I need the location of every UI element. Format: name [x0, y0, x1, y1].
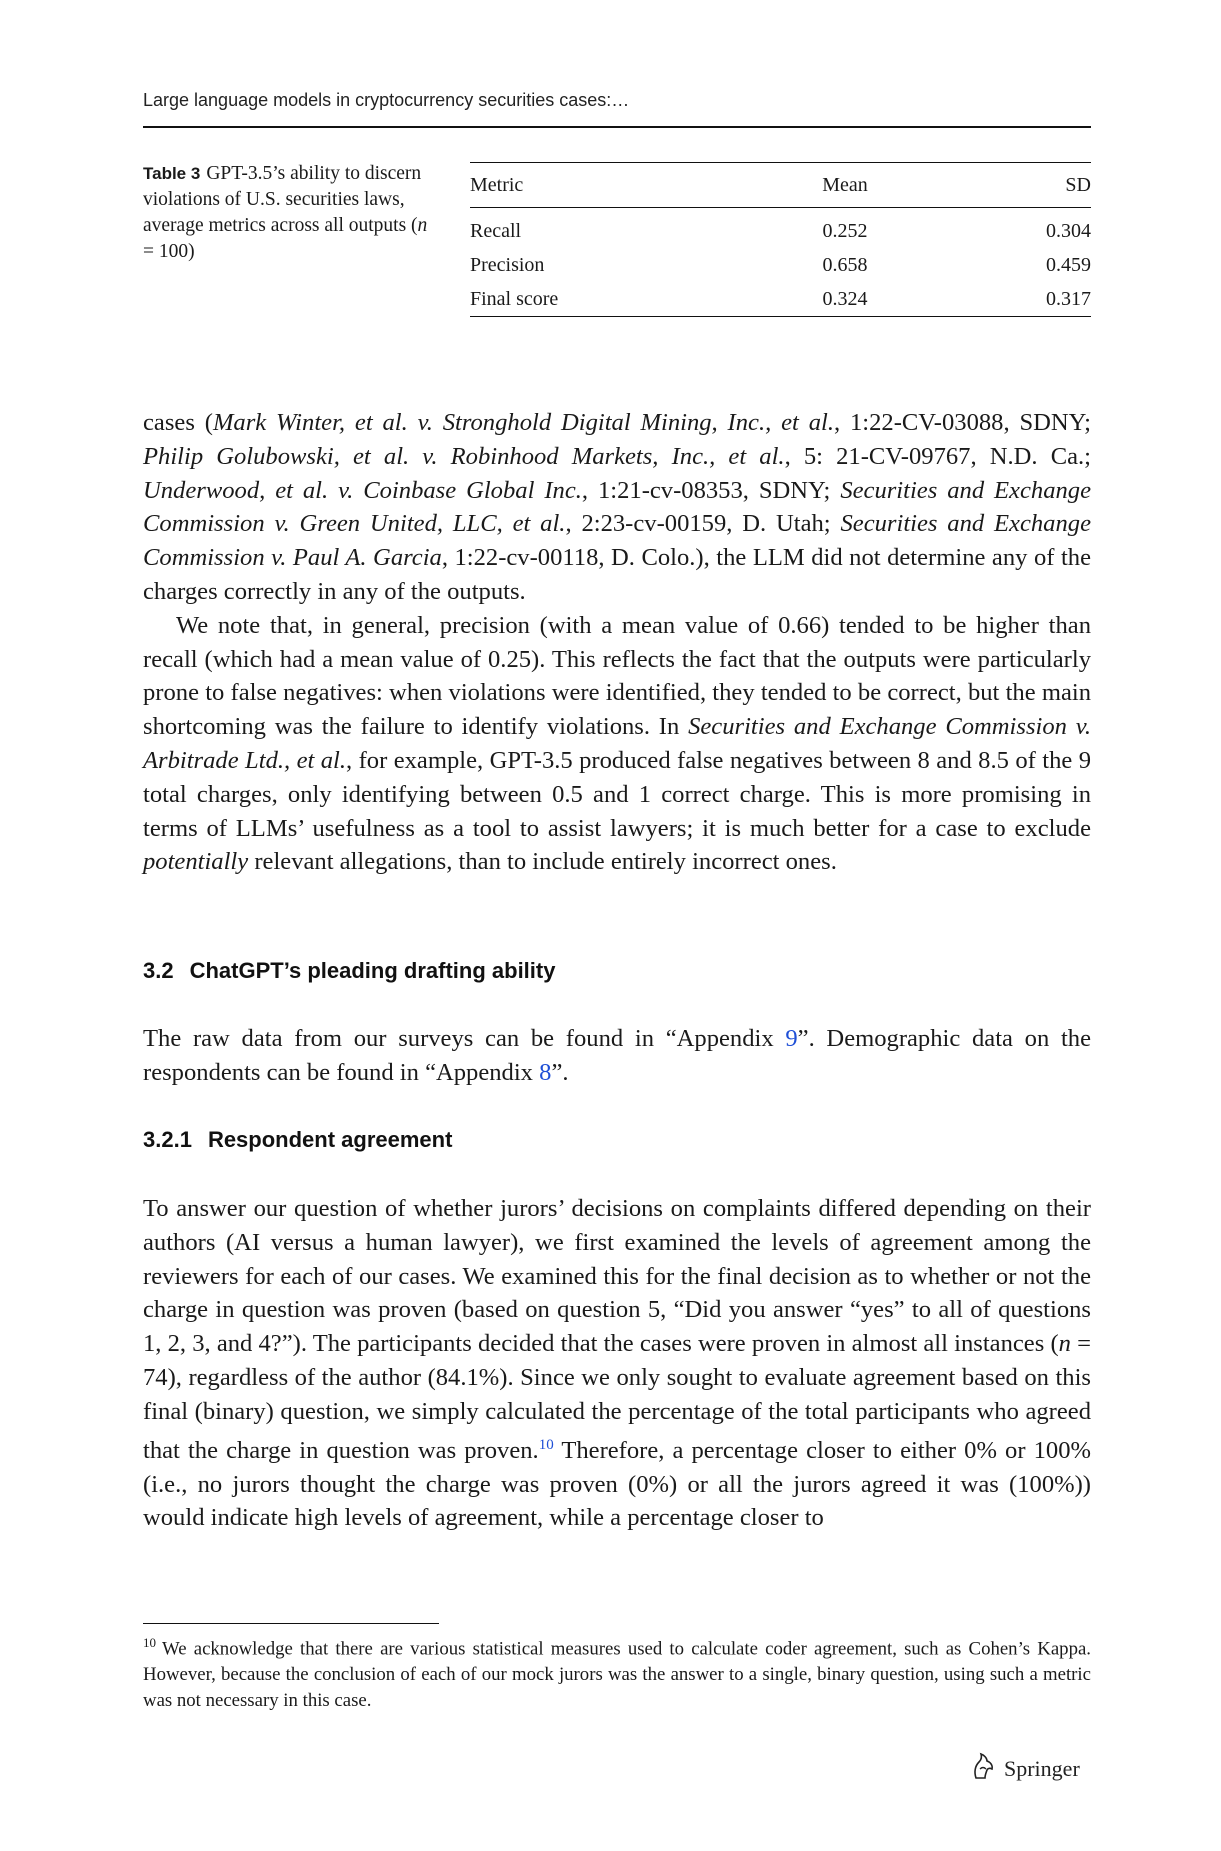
text: , for example, GPT-3.5 produced false negatives between 8 and 8.5 of the 9 total charges, only identifying between 0.5 and 1 correct charge. This is more promising in terms of LLMs’ usefulness as a tool to assist lawyers; it is much better for a case to exclude — [143, 746, 1091, 842]
col-header-mean: Mean — [822, 173, 868, 196]
footnote-rule — [143, 1623, 439, 1624]
subsection-number: 3.2.1 — [143, 1127, 192, 1152]
metrics-table — [470, 162, 1091, 317]
paragraph — [143, 1192, 1091, 1535]
text: , 2:23-cv-00159, D. Utah; — [565, 510, 841, 538]
appendix-link[interactable]: 9 — [785, 1025, 798, 1052]
cell-sd: 0.317 — [1046, 287, 1091, 310]
cell-mean: 0.658 — [822, 253, 868, 276]
table-row — [470, 282, 1091, 316]
subsection-heading — [143, 1127, 452, 1153]
publisher-mark — [970, 1752, 1080, 1786]
col-header-metric: Metric — [470, 173, 524, 196]
section-heading — [143, 958, 555, 984]
cell-mean: 0.324 — [822, 287, 868, 310]
text: cases ( — [143, 409, 213, 436]
text: Therefore, a percentage closer to either 0% or 100% (i.e., no jurors thought the charge was proven (0%) or all the jurors agreed it was (100%)) would indicate high levels of agreement, while a percentage closer to — [143, 1436, 1091, 1532]
text: We note that, in general, precision (with a mean value of 0.66) tended to be higher than recall (which had a mean value of 0.25). This reflects the fact that the outputs were particularly prone to false negatives: when violations were identified, they tended to be correct, but the main shortcoming was the failure to identify violations. In — [143, 611, 1091, 741]
table-row — [470, 214, 1091, 248]
footnote-reference[interactable]: 10 — [538, 1436, 554, 1453]
section-number: 3.2 — [143, 958, 174, 983]
case-name: Securities and Exchange Commission v. Green United, LLC, et al. — [143, 476, 1091, 538]
text: = 74), regardless of the author (84.1%). Since we only sought to evaluate agreement based on this final (binary) question, we simply calculated the percentage of the total participants who agreed that the charge in question was proven. — [143, 1330, 1091, 1464]
footnote-text: We acknowledge that there are various statistical measures used to calculate coder agreement, such as Cohen’s Kappa. However, because the conclusion of each of our mock jurors was the answer to a single, binary question, using such a metric was not necessary in this case. — [143, 1638, 1091, 1712]
table-caption-n: n — [417, 215, 428, 236]
footnote — [143, 1630, 1091, 1714]
variable-n: n — [1058, 1330, 1071, 1358]
paragraph — [143, 609, 1091, 879]
cell-sd: 0.459 — [1046, 253, 1091, 276]
cell-mean: 0.252 — [822, 219, 868, 242]
table-caption — [143, 161, 433, 265]
body-text-block-3 — [143, 1192, 1091, 1535]
cell-metric: Recall — [470, 219, 522, 242]
subsection-title: Respondent agreement — [207, 1127, 453, 1152]
table-caption-end: = 100) — [143, 241, 195, 262]
text: , 1:22-CV-03088, SDNY; — [833, 409, 1092, 436]
text: ”. — [551, 1058, 569, 1086]
cell-metric: Final score — [470, 287, 559, 310]
case-name: Mark Winter, et al. v. Stronghold Digital Mining, Inc., et al. — [212, 409, 834, 436]
text: The raw data from our surveys can be found in “Appendix — [143, 1025, 786, 1052]
cell-sd: 0.304 — [1046, 219, 1091, 242]
header-rule — [143, 126, 1091, 128]
section-title: ChatGPT’s pleading drafting ability — [189, 958, 556, 983]
running-head: Large language models in cryptocurrency securities cases:… — [143, 90, 630, 110]
table-label: Table 3 — [143, 164, 201, 183]
emphasis: potentially — [143, 848, 249, 876]
text: To answer our question of whether jurors’ decisions on complaints differed depending on their authors (AI versus a human lawyer), we first examined the levels of agreement among the reviewers for each of our cases. We examined this for the final decision as to whether or not the charge in question was proven (based on question 5, “Did you answer “yes” to all of questions 1, 2, 3, and 4?”). The participants decided that the cases were proven in almost all instances ( — [143, 1195, 1091, 1358]
table-header-row — [470, 163, 1091, 207]
case-name: Securities and Exchange Commission v. Arbitrade Ltd., et al. — [143, 713, 1091, 774]
paragraph — [143, 406, 1091, 609]
text: , 1:22-cv-00118, D. Colo.), the LLM did not determine any of the charges correctly in any of the outputs. — [143, 544, 1091, 605]
appendix-link[interactable]: 8 — [539, 1058, 552, 1086]
col-header-sd: SD — [1065, 173, 1091, 196]
case-name: Philip Golubowski, et al. v. Robinhood Markets, Inc., et al. — [143, 442, 785, 470]
text: , 5: 21-CV-09767, N.D. Ca.; — [784, 442, 1091, 470]
body-text-block-2 — [143, 1022, 1091, 1090]
table-caption-text: GPT-3.5’s ability to discern violations of U.S. securities laws, average metrics across all outputs ( — [143, 163, 422, 236]
springer-horse-logo-icon — [970, 1752, 996, 1786]
text: ”. Demographic data on the respondents can be found in “Appendix — [143, 1025, 1092, 1086]
footnote-number: 10 — [143, 1635, 156, 1650]
table-row — [470, 248, 1091, 282]
case-name: Securities and Exchange Commission v. Paul A. Garcia — [143, 510, 1091, 572]
text: , 1:21-cv-08353, SDNY; — [581, 476, 841, 504]
table-bottom-rule — [470, 316, 1091, 317]
text: relevant allegations, than to include entirely incorrect ones. — [248, 848, 837, 876]
cell-metric: Precision — [470, 253, 545, 276]
paragraph — [143, 1022, 1091, 1090]
body-text-block-1 — [143, 406, 1091, 879]
publisher-name: Springer — [1004, 1756, 1080, 1781]
case-name: Underwood, et al. v. Coinbase Global Inc. — [143, 476, 582, 504]
